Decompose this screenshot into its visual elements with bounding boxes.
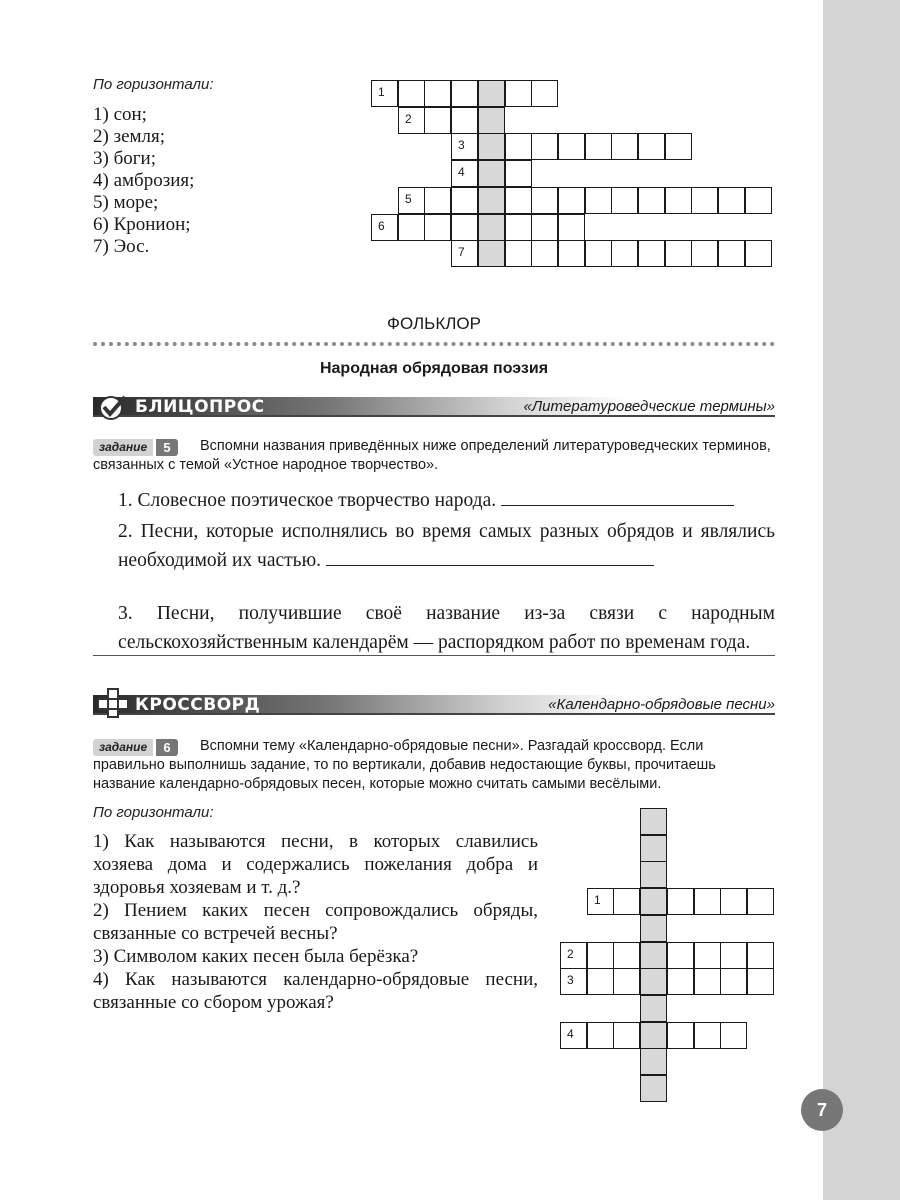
crossword-cell[interactable] (640, 942, 667, 969)
crossword-cell[interactable] (398, 214, 425, 241)
crossword-cell[interactable] (611, 133, 638, 160)
crossword-cell[interactable] (451, 80, 478, 107)
crossword-cell[interactable] (640, 995, 667, 1022)
crossword-cell[interactable] (667, 968, 694, 995)
checkmark-icon (97, 394, 129, 420)
crossword-cell[interactable] (531, 187, 558, 214)
crossword-cell[interactable] (747, 888, 774, 915)
clue-number: 7 (458, 245, 465, 259)
crossword-cell[interactable] (585, 240, 612, 267)
blitz-item-2 (118, 517, 775, 575)
crossword-cell[interactable] (531, 80, 558, 107)
clue-7: 7) Эос. (93, 236, 150, 257)
crossword-cell[interactable] (505, 240, 532, 267)
clue-number: 1 (594, 893, 601, 907)
clue-number: 3 (458, 138, 465, 152)
clue-number: 1 (378, 85, 385, 99)
clue-2-2: 2) Пением каких песен сопровождались обряды, связанные со встречей весны? (93, 900, 538, 944)
crossword-cell[interactable] (640, 1048, 667, 1075)
crossword-cell[interactable] (478, 160, 505, 187)
crossword-cell[interactable] (640, 861, 667, 888)
crossword-cell[interactable] (558, 133, 585, 160)
crossword-cell[interactable] (694, 888, 721, 915)
clue-number: 4 (458, 165, 465, 179)
crossword-cell[interactable] (398, 80, 425, 107)
crossword-cell[interactable] (424, 187, 451, 214)
clue-2-4: 4) Как называются календарно-обрядовые песни, связанные со сбором урожая? (93, 969, 538, 1013)
across-label-2: По горизонтали: (93, 804, 214, 821)
crossword-cell[interactable] (691, 240, 718, 267)
crossword-cell[interactable] (451, 240, 478, 267)
crossword-cell[interactable] (587, 968, 614, 995)
clue-number: 6 (378, 219, 385, 233)
crossword-cell[interactable] (720, 968, 747, 995)
crossword-cell[interactable] (640, 888, 667, 915)
crossword-cell[interactable] (531, 240, 558, 267)
crossword-cell[interactable] (398, 107, 425, 134)
crossword-cell[interactable] (665, 187, 692, 214)
task-word: задание (93, 739, 153, 756)
crossword-cell[interactable] (665, 240, 692, 267)
crossword-cell[interactable] (451, 107, 478, 134)
crossword-cell[interactable] (451, 187, 478, 214)
clue-5: 5) море; (93, 192, 159, 213)
crossword-cell[interactable] (718, 187, 745, 214)
clue-3: 3) боги; (93, 148, 156, 169)
crossword-cell[interactable] (720, 888, 747, 915)
task-6-text: Вспомни тему «Календарно-обрядовые песни». Разгадай кроссворд. Если правильно выполнишь задание, то по вертикали, добавив недостающие буквы, прочитаешь название календарно-обрядовых песен, которые можно считать самыми весёлыми. (93, 738, 716, 792)
crossword-cell[interactable] (505, 80, 532, 107)
clue-number: 5 (405, 192, 412, 206)
clue-number: 4 (567, 1027, 574, 1041)
crossword-cell[interactable] (371, 80, 398, 107)
crossword-cell[interactable] (558, 214, 585, 241)
page-edge (823, 0, 900, 1200)
crossword-cell[interactable] (478, 107, 505, 134)
divider-line (93, 655, 775, 656)
crossword-cell[interactable] (665, 133, 692, 160)
clue-1: 1) сон; (93, 104, 147, 125)
task-5-text: Вспомни названия приведённых ниже определений литературоведческих терминов, связанных с темой «Устное народное творчество». (93, 438, 771, 473)
crossword-cell[interactable] (638, 133, 665, 160)
subsection-title: Народная обрядовая поэзия (319, 360, 549, 377)
crossword-cell[interactable] (718, 240, 745, 267)
clue-2-3: 3) Символом каких песен была берёзка? (93, 946, 419, 967)
dotted-divider (93, 342, 775, 346)
clue-number: 3 (567, 973, 574, 987)
crossword-cell[interactable] (691, 187, 718, 214)
blitz-item-3-text: 3. Песни, получившие своё название из-за связи с народным сельскохозяйственным календарём — распорядком работ по временам года. (118, 603, 775, 653)
crossword-cell[interactable] (531, 133, 558, 160)
crossword-cell[interactable] (585, 187, 612, 214)
crossword-cell[interactable] (667, 888, 694, 915)
clue-4: 4) амброзия; (93, 170, 195, 191)
crossword-cell[interactable] (531, 214, 558, 241)
crossword-cell[interactable] (398, 187, 425, 214)
crossword-cell[interactable] (560, 942, 587, 969)
task-number: 6 (156, 739, 178, 756)
page-number: 7 (801, 1089, 843, 1131)
crossword-cell[interactable] (505, 160, 532, 187)
crossword-cell[interactable] (694, 968, 721, 995)
banner-subtitle: «Календарно-обрядовые песни» (548, 696, 775, 713)
clue-6: 6) Кронион; (93, 214, 191, 235)
crossword-cell[interactable] (585, 133, 612, 160)
crossword-cell[interactable] (640, 1075, 667, 1102)
crossword-cell[interactable] (587, 1022, 614, 1049)
across-label-1: По горизонтали: (93, 76, 214, 93)
crossword-cell[interactable] (478, 240, 505, 267)
crossword-cell[interactable] (640, 968, 667, 995)
clue-2: 2) земля; (93, 126, 166, 147)
crossword-cell[interactable] (694, 942, 721, 969)
answer-blank-2[interactable] (326, 551, 654, 566)
crossword-cell[interactable] (478, 133, 505, 160)
crossword-cell[interactable] (451, 160, 478, 187)
clue-number: 2 (405, 112, 412, 126)
banner-title: КРОССВОРД (135, 695, 261, 715)
banner-title: БЛИЦОПРОС (135, 397, 265, 417)
crossword-cell[interactable] (667, 1022, 694, 1049)
crossword-cell[interactable] (613, 1022, 640, 1049)
clue-2-1: 1) Как называются песни, в которых славились хозяева дома и содержались пожелания добра и здоровья хозяевам и т. д.? (93, 831, 538, 898)
blitz-item-1 (118, 486, 775, 515)
crossword2-clues (93, 830, 538, 1014)
crossword-cell[interactable] (613, 942, 640, 969)
banner-subtitle: «Литературоведческие термины» (523, 398, 775, 415)
clue-number: 2 (567, 947, 574, 961)
crossword-cell[interactable] (558, 240, 585, 267)
crossword-cell[interactable] (667, 942, 694, 969)
crossword-cell[interactable] (505, 133, 532, 160)
crossword-cell[interactable] (478, 214, 505, 241)
crossword-cell[interactable] (747, 942, 774, 969)
crossword-cell[interactable] (371, 214, 398, 241)
crossword-cell[interactable] (560, 1022, 587, 1049)
puzzle-icon (97, 688, 131, 718)
crossword-cell[interactable] (451, 214, 478, 241)
crossword-cell[interactable] (424, 214, 451, 241)
crossword-cell[interactable] (640, 1022, 667, 1049)
crossword-cell[interactable] (587, 942, 614, 969)
task-number: 5 (156, 439, 178, 456)
crossword-cell[interactable] (451, 133, 478, 160)
crossword-cell[interactable] (478, 187, 505, 214)
task-word: задание (93, 439, 153, 456)
crossword-cell[interactable] (424, 107, 451, 134)
crossword-cell[interactable] (611, 187, 638, 214)
crossword-cell[interactable] (558, 187, 585, 214)
crossword-cell[interactable] (505, 187, 532, 214)
blitz-item-1-text: 1. Словесное поэтическое творчество народа. (118, 490, 497, 511)
crossword-cell[interactable] (747, 968, 774, 995)
answer-blank-1[interactable] (501, 491, 734, 506)
crossword-cell[interactable] (613, 888, 640, 915)
crossword-cell[interactable] (745, 240, 772, 267)
crossword-cell[interactable] (720, 1022, 747, 1049)
section-title: ФОЛЬКЛОР (387, 314, 481, 333)
crossword-cell[interactable] (587, 888, 614, 915)
crossword-cell[interactable] (720, 942, 747, 969)
crossword-cell[interactable] (640, 808, 667, 835)
blitz-item-3 (118, 599, 775, 657)
crossword-cell[interactable] (611, 240, 638, 267)
blitz-item-2-text: 2. Песни, которые исполнялись во время самых разных обрядов и являлись необходимой их частью. (118, 521, 775, 571)
crossword-cell[interactable] (560, 968, 587, 995)
crossword-cell[interactable] (638, 187, 665, 214)
blitz-banner (93, 394, 775, 418)
crossword-cell[interactable] (424, 80, 451, 107)
crossword-cell[interactable] (640, 835, 667, 862)
crossword-cell[interactable] (745, 187, 772, 214)
crossword-cell[interactable] (613, 968, 640, 995)
crossword-cell[interactable] (505, 214, 532, 241)
crossword-cell[interactable] (638, 240, 665, 267)
crossword-cell[interactable] (478, 80, 505, 107)
crossword-cell[interactable] (694, 1022, 721, 1049)
crossword-cell[interactable] (640, 915, 667, 942)
crossword-banner (93, 692, 775, 716)
crossword1-clues (93, 104, 194, 258)
